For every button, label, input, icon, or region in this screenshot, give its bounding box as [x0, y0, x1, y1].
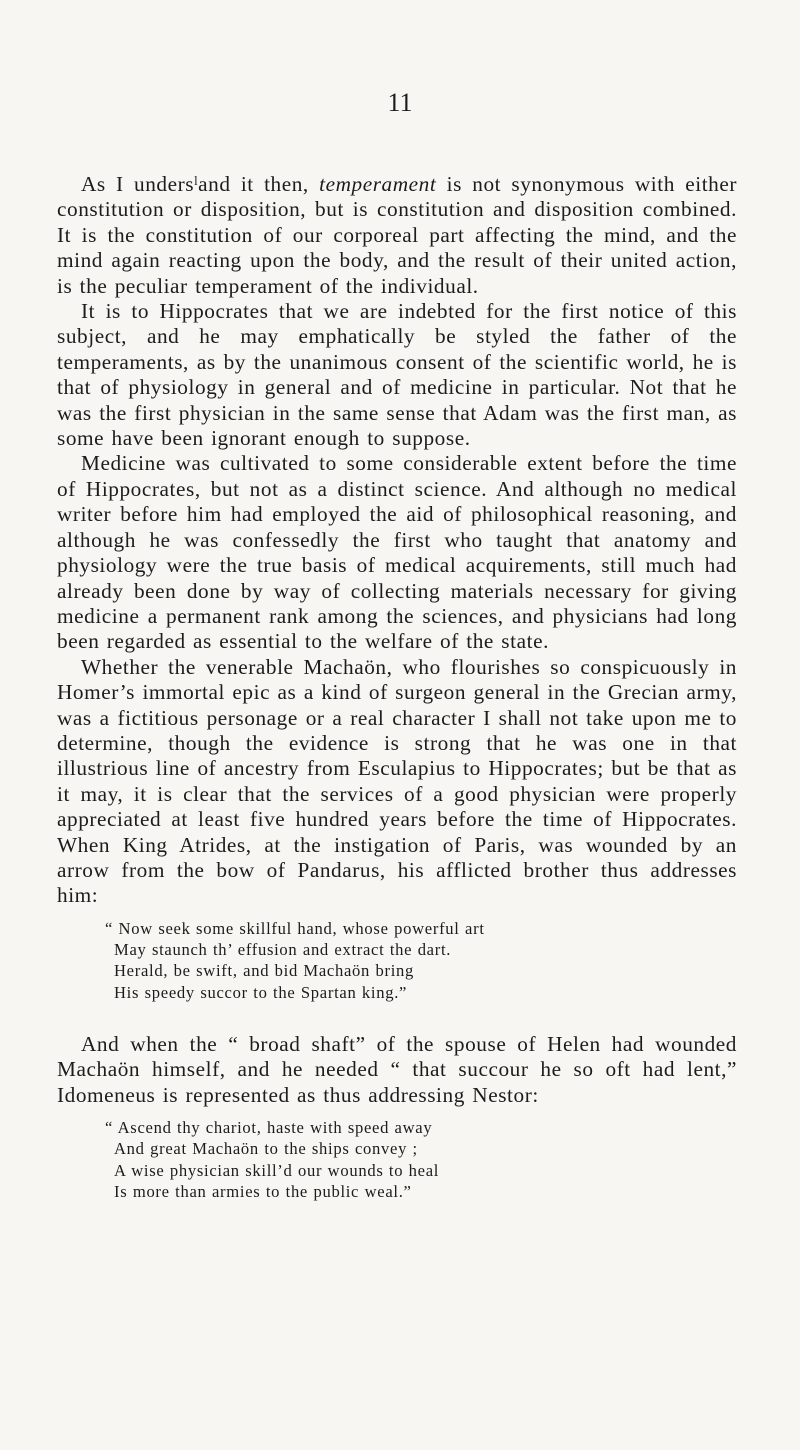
verse-quote-1	[105, 918, 737, 1003]
paragraph-1: As I undersˡand it then, temperament is not synonymous with either constitution or disposition, but is constitution and disposition combined. It is the constitution of our corporeal part affecting the mind, and the mind again reacting upon the body, and the result of their united action, is the peculiar temperament of the individual.	[57, 172, 737, 298]
spacer	[57, 1012, 737, 1032]
emphasis-temperament: temperament	[319, 172, 437, 196]
page-number: 11	[387, 88, 413, 117]
paragraph-2: It is to Hippocrates that we are indebted for the first notice of this subject, and he may emphatically be styled the father of the temperaments, as by the unanimous consent of the scientific world, he is that of physiology in general and of medicine in particular. Not that he was the first physician in the same sense that Adam was the first man, as some have been ignorant enough to suppose.	[57, 299, 737, 451]
verse-line: Herald, be swift, and bid Machaön bring	[114, 961, 415, 981]
page-body	[57, 172, 737, 1211]
verse-quote-2	[105, 1117, 737, 1202]
verse-line: “ Now seek some skillful hand, whose powerful art	[105, 918, 485, 938]
paragraph-5: And when the “ broad shaft” of the spouse of Helen had wounded Machaön himself, and he needed “ that succour he so oft had lent,” Idomeneus is represented as thus addressing Nestor:	[57, 1031, 737, 1107]
verse-line: May staunch th’ effusion and extract the dart.	[114, 940, 452, 960]
verse-line: Is more than armies to the public weal.”	[114, 1182, 412, 1202]
verse-line: “ Ascend thy chariot, haste with speed away	[105, 1118, 433, 1138]
paragraph-3: Medicine was cultivated to some considerable extent before the time of Hippocrates, but not as a distinct science. And although no medical writer before him had employed the aid of philosophical reasoning, and although he was confessedly the first who taught that anatomy and physiology were the true basis of medical acquirements, still much had already been done by way of collecting materials necessary for giving medicine a permanent rank among the sciences, and physicians had long been regarded as essential to the welfare of the state.	[57, 451, 737, 654]
verse-line: A wise physician skill’d our wounds to heal	[114, 1160, 440, 1180]
verse-line: And great Machaön to the ships convey ;	[114, 1139, 418, 1159]
verse-line: His speedy succor to the Spartan king.”	[114, 982, 408, 1002]
paragraph-4: Whether the venerable Machaön, who flourishes so conspicuously in Homer’s immortal epic as a kind of surgeon general in the Grecian army, was a fictitious personage or a real character I shall not take upon me to determine, though the evidence is strong that he was one in that illustrious line of ancestry from Esculapius to Hippocrates; but be that as it may, it is clear that the services of a good physician were properly appreciated at least five hundred years before the time of Hippocrates. When King Atrides, at the instigation of Paris, was wounded by an arrow from the bow of Pandarus, his afflicted brother thus addresses him:	[57, 654, 737, 908]
